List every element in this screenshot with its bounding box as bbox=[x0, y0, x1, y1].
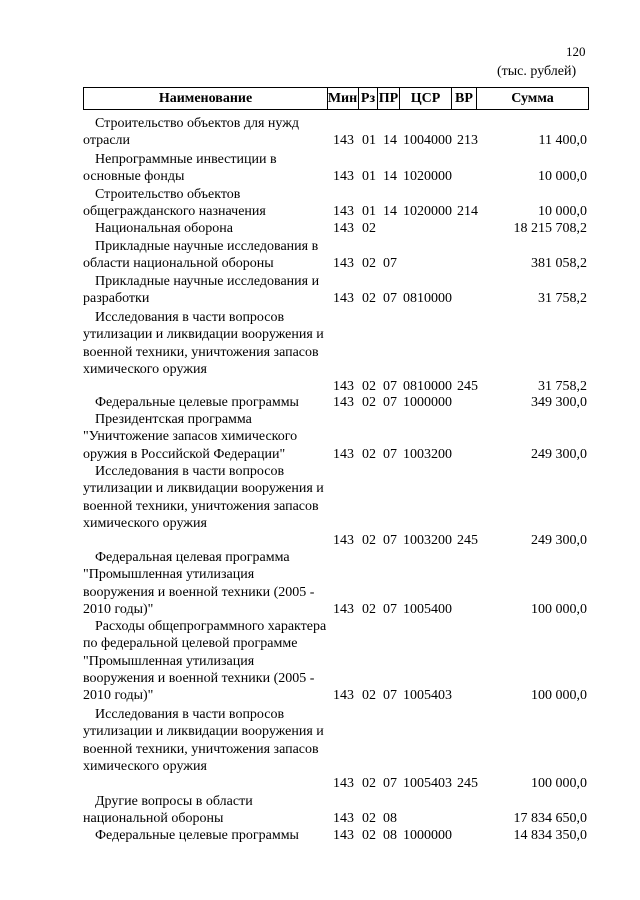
row-min: 143 bbox=[333, 395, 354, 410]
table-row bbox=[0, 549, 640, 618]
row-rz: 02 bbox=[362, 601, 376, 617]
row-min: 143 bbox=[333, 291, 354, 307]
table-row bbox=[0, 706, 640, 793]
row-name: Строительство объектов общегражданского назначения bbox=[83, 187, 266, 220]
table-row bbox=[0, 411, 640, 463]
header-csr: ЦСР bbox=[400, 87, 452, 110]
row-pr: 14 bbox=[383, 133, 397, 149]
row-csr: 1005403 bbox=[403, 688, 452, 704]
table-row bbox=[0, 463, 640, 550]
row-pr: 07 bbox=[383, 291, 397, 307]
row-min: 143 bbox=[333, 533, 354, 549]
row-sum: 31 758,2 bbox=[538, 291, 587, 307]
row-min: 143 bbox=[333, 811, 354, 827]
row-pr: 14 bbox=[383, 169, 397, 185]
row-sum: 381 058,2 bbox=[531, 256, 587, 272]
row-rz: 02 bbox=[362, 688, 376, 704]
row-name: Прикладные научные исследования в области национальной обороны bbox=[83, 239, 319, 272]
row-sum: 14 834 350,0 bbox=[513, 828, 587, 843]
row-rz: 02 bbox=[362, 811, 376, 827]
row-vr: 213 bbox=[457, 133, 478, 149]
row-csr: 0810000 bbox=[403, 291, 452, 307]
row-pr: 07 bbox=[383, 533, 397, 549]
row-csr: 1003200 bbox=[403, 533, 452, 549]
row-csr: 1020000 bbox=[403, 204, 452, 220]
row-pr: 07 bbox=[383, 776, 397, 792]
row-pr: 08 bbox=[383, 811, 397, 827]
row-name: Федеральные целевые программы bbox=[95, 828, 299, 843]
row-sum: 17 834 650,0 bbox=[513, 811, 587, 827]
row-name: Исследования в части вопросов утилизации и ликвидации вооружения и военной техники, уничтожения запасов химического оружия bbox=[83, 464, 324, 531]
row-rz: 02 bbox=[362, 221, 376, 236]
row-min: 143 bbox=[333, 221, 354, 236]
row-sum: 31 758,2 bbox=[538, 379, 587, 395]
table-row bbox=[0, 151, 640, 186]
row-csr: 1005400 bbox=[403, 601, 452, 617]
row-name: Исследования в части вопросов утилизации и ликвидации вооружения и военной техники, уничтожения запасов химического оружия bbox=[83, 707, 324, 774]
row-sum: 100 000,0 bbox=[531, 776, 587, 792]
table-row bbox=[0, 309, 640, 396]
table-header bbox=[83, 87, 589, 110]
header-pr: ПР bbox=[378, 87, 400, 110]
table-row bbox=[0, 115, 640, 150]
row-min: 143 bbox=[333, 688, 354, 704]
row-pr: 07 bbox=[383, 379, 397, 395]
row-csr: 1020000 bbox=[403, 169, 452, 185]
row-sum: 349 300,0 bbox=[531, 395, 587, 410]
row-name: Национальная оборона bbox=[95, 221, 233, 236]
row-name: Непрограммные инвестиции в основные фонды bbox=[83, 152, 277, 185]
row-min: 143 bbox=[333, 256, 354, 272]
page-number: 120 bbox=[566, 44, 586, 59]
row-rz: 02 bbox=[362, 776, 376, 792]
row-rz: 02 bbox=[362, 828, 376, 843]
row-name: Расходы общепрограммного характера по федеральной целевой программе "Промышленная утилизация вооружения и военной техники (2005 - 2010 годы)" bbox=[83, 619, 327, 704]
row-sum: 11 400,0 bbox=[538, 133, 587, 149]
row-sum: 18 215 708,2 bbox=[513, 221, 587, 236]
row-sum: 100 000,0 bbox=[531, 601, 587, 617]
row-min: 143 bbox=[333, 204, 354, 220]
row-name: Исследования в части вопросов утилизации и ликвидации вооружения и военной техники, уничтожения запасов химического оружия bbox=[83, 310, 324, 377]
row-csr: 0810000 bbox=[403, 379, 452, 395]
row-pr: 07 bbox=[383, 395, 397, 410]
table-row bbox=[0, 238, 640, 273]
row-csr: 1004000 bbox=[403, 133, 452, 149]
row-min: 143 bbox=[333, 379, 354, 395]
row-name: Президентская программа "Уничтожение запасов химического оружия в Российской Федерации" bbox=[83, 412, 298, 462]
row-rz: 02 bbox=[362, 291, 376, 307]
row-rz: 02 bbox=[362, 533, 376, 549]
header-rz: Рз bbox=[359, 87, 378, 110]
row-csr: 1003200 bbox=[403, 446, 452, 462]
row-pr: 07 bbox=[383, 256, 397, 272]
row-min: 143 bbox=[333, 776, 354, 792]
header-sum: Сумма bbox=[477, 87, 589, 110]
table-row bbox=[0, 618, 640, 705]
table-row bbox=[0, 793, 640, 828]
row-csr: 1000000 bbox=[403, 828, 452, 843]
row-sum: 10 000,0 bbox=[538, 169, 587, 185]
table-row bbox=[0, 220, 640, 237]
row-rz: 01 bbox=[362, 169, 376, 185]
row-min: 143 bbox=[333, 446, 354, 462]
row-pr: 08 bbox=[383, 828, 397, 843]
table-row bbox=[0, 394, 640, 411]
row-vr: 245 bbox=[457, 776, 478, 792]
row-sum: 100 000,0 bbox=[531, 688, 587, 704]
row-vr: 245 bbox=[457, 379, 478, 395]
row-min: 143 bbox=[333, 828, 354, 843]
row-csr: 1005403 bbox=[403, 776, 452, 792]
row-rz: 02 bbox=[362, 446, 376, 462]
row-name: Федеральная целевая программа "Промышленная утилизация вооружения и военной техники (2005 - 2010 годы)" bbox=[83, 550, 315, 617]
row-csr: 1000000 bbox=[403, 395, 452, 410]
header-name: Наименование bbox=[83, 87, 328, 110]
row-rz: 01 bbox=[362, 204, 376, 220]
header-vr: ВР bbox=[452, 87, 477, 110]
table-row bbox=[0, 273, 640, 308]
row-name: Другие вопросы в области национальной обороны bbox=[83, 794, 253, 827]
row-min: 143 bbox=[333, 601, 354, 617]
row-min: 143 bbox=[333, 169, 354, 185]
row-rz: 02 bbox=[362, 256, 376, 272]
row-name: Федеральные целевые программы bbox=[95, 395, 299, 410]
row-name: Строительство объектов для нужд отрасли bbox=[83, 116, 300, 149]
header-min: Мин bbox=[327, 87, 359, 110]
row-sum: 249 300,0 bbox=[531, 446, 587, 462]
row-rz: 01 bbox=[362, 133, 376, 149]
row-sum: 249 300,0 bbox=[531, 533, 587, 549]
row-pr: 07 bbox=[383, 688, 397, 704]
table-row bbox=[0, 827, 640, 844]
row-pr: 07 bbox=[383, 446, 397, 462]
row-pr: 14 bbox=[383, 204, 397, 220]
table-row bbox=[0, 186, 640, 221]
row-rz: 02 bbox=[362, 395, 376, 410]
row-name: Прикладные научные исследования и разработки bbox=[83, 274, 320, 307]
units-label: (тыс. рублей) bbox=[497, 64, 577, 79]
row-min: 143 bbox=[333, 133, 354, 149]
row-rz: 02 bbox=[362, 379, 376, 395]
row-sum: 10 000,0 bbox=[538, 204, 587, 220]
row-vr: 214 bbox=[457, 204, 478, 220]
row-vr: 245 bbox=[457, 533, 478, 549]
row-pr: 07 bbox=[383, 601, 397, 617]
